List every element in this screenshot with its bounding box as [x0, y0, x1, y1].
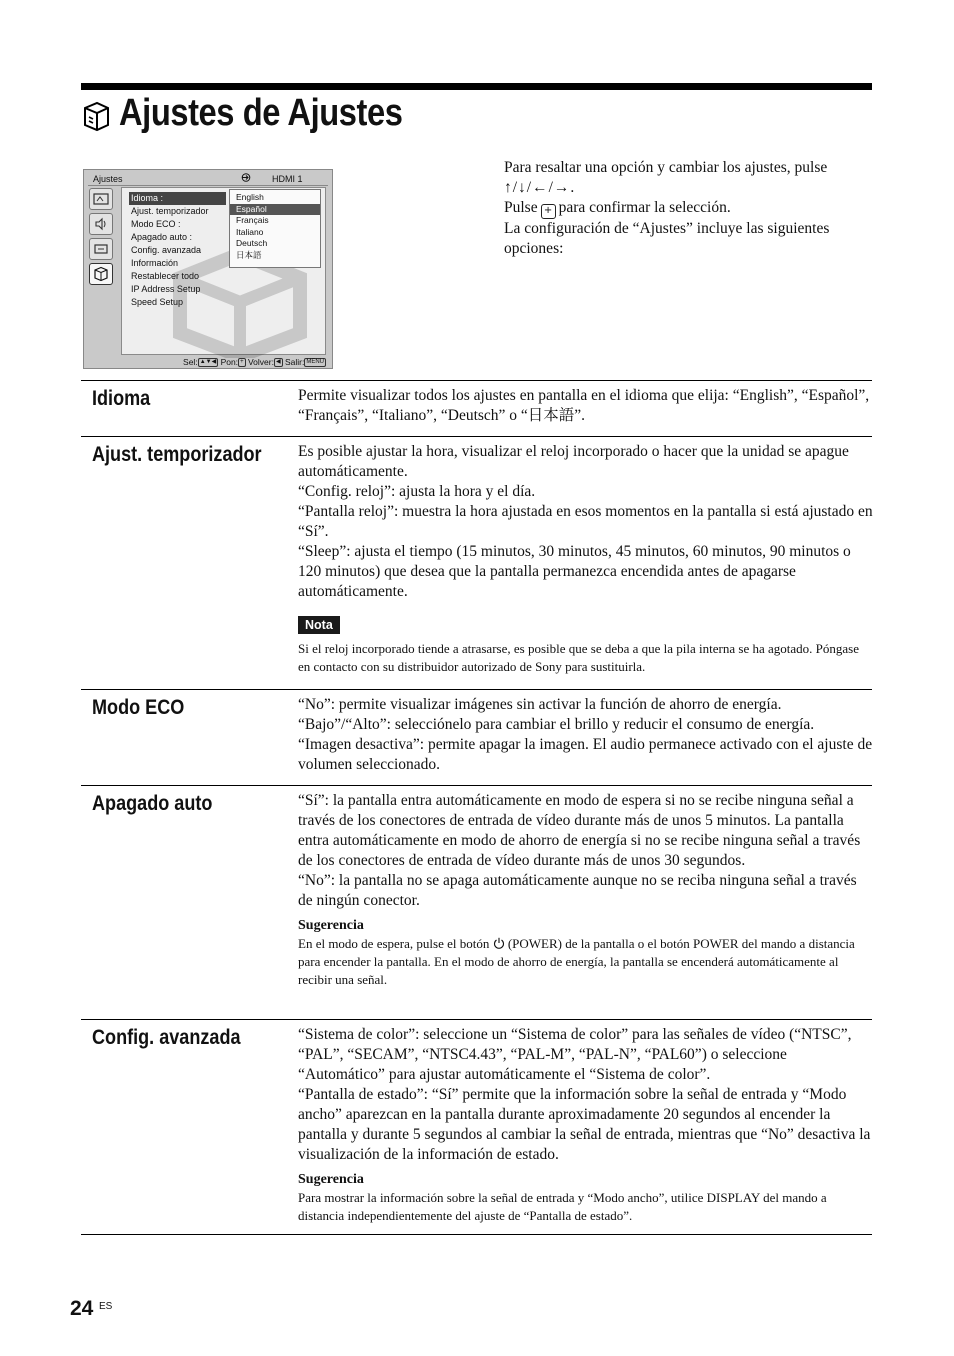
language-option[interactable]: Italiano	[236, 226, 264, 237]
osd-menu-item[interactable]: Información	[131, 258, 179, 268]
settings-tab-icon	[89, 263, 113, 285]
section-paragraph: “Sleep”: ajusta el tiempo (15 minutos, 30 minutos, 45 minutos, 60 minutos, 90 minutos o 120 minutos) que desea que la pantalla permanezca encendida antes de apagarse automáticamente.	[298, 543, 851, 600]
note-badge: Nota	[298, 616, 340, 634]
section-paragraph: “Bajo”/“Alto”: selecciónelo para cambiar el brillo y reducir el consumo de energía.	[298, 716, 815, 733]
menu-key-icon: MENU	[306, 359, 324, 366]
settings-toolbox-icon	[81, 100, 111, 132]
section-apagado-auto	[81, 785, 872, 1020]
osd-menu-item[interactable]: Speed Setup	[131, 297, 184, 307]
osd-footer-volver: Volver:	[247, 357, 274, 367]
section-label: Config. avanzada	[92, 1026, 241, 1049]
section-label: Modo ECO	[92, 696, 185, 719]
arrow-keys-icon: ▲▼◀	[199, 359, 217, 366]
page-number: 24	[70, 1297, 94, 1320]
section-idioma	[81, 380, 872, 437]
title-rule	[81, 83, 872, 90]
section-label: Apagado auto	[92, 792, 213, 815]
enter-button-icon: +	[541, 204, 556, 219]
sound-tab-icon	[89, 213, 113, 235]
osd-menu-list	[131, 192, 226, 309]
intro-pulse: Pulse	[504, 199, 538, 216]
osd-screenshot	[83, 169, 333, 369]
osd-header: Ajustes	[93, 174, 123, 184]
language-option[interactable]: Français	[236, 215, 269, 225]
section-paragraph: “Sistema de color”: seleccione un “Sistema de color” para las señales de vídeo (“NTSC”, “PAL”, “SECAM”, “NTSC4.43”, “PAL-M”, “PAL-N”, “PAL60”) o seleccione “Automático” para ajustar automáticamente el “Sistema de color”.	[298, 1026, 852, 1083]
section-paragraph: Permite visualizar todos los ajustes en pantalla en el idioma que elija: “English”, “Español”, “Français”, “Italiano”, “Deutsch” o “日本語”.	[298, 387, 870, 424]
tip-text-before: En el modo de espera, pulse el botón	[298, 936, 490, 951]
section-paragraph: “Pantalla de estado”: “Sí” permite que la información sobre la señal de entrada y “Modo ancho” aparezcan en la pantalla durante aproximadamente 20 segundos al encender la pantalla y durante 5 segundos al cambiar la señal de entrada, mientras que “No” desactiva la visualización de la información de estado.	[298, 1086, 871, 1163]
osd-menu-panel	[121, 187, 326, 355]
section-body	[298, 386, 873, 426]
section-body	[298, 1025, 873, 1225]
osd-tab-column	[89, 188, 117, 288]
osd-menu-item[interactable]: Modo ECO :	[131, 219, 181, 229]
section-label: Ajust. temporizador	[92, 443, 262, 466]
section-body	[298, 791, 873, 989]
osd-menu-item[interactable]: Restablecer todo	[131, 271, 200, 281]
osd-menu-item[interactable]: Apagado auto :	[131, 232, 193, 242]
screen-tab-icon	[89, 238, 113, 260]
section-paragraph: “Pantalla reloj”: muestra la hora ajustada en esos momentos en la pantalla si está ajustado en “Sí”.	[298, 503, 873, 540]
note-text: Si el reloj incorporado tiende a atrasarse, es posible que se deba a que la pila interna se ha agotado. Póngase en contacto con su distribuidor autorizado de Sony para sustituirla.	[298, 641, 859, 674]
language-option[interactable]: Deutsch	[236, 238, 268, 248]
language-option[interactable]: Español	[230, 204, 320, 216]
section-paragraph: “Config. reloj”: ajusta la hora y el día.	[298, 483, 536, 500]
enter-key-icon: +	[240, 359, 244, 366]
osd-footer-salir: Salir:	[284, 357, 305, 367]
section-label: Idioma	[92, 387, 151, 410]
power-icon	[493, 937, 505, 949]
section-paragraph: “Imagen desactiva”: permite apagar la imagen. El audio permanece activado con el ajuste de volumen seleccionado.	[298, 736, 873, 773]
section-paragraph: Es posible ajustar la hora, visualizar el reloj incorporado o hacer que la unidad se apague automáticamente.	[298, 443, 849, 480]
section-paragraph: “Sí”: la pantalla entra automáticamente en modo de espera si no se recibe ninguna señal a través de los conectores de entrada de vídeo durante más de unos 5 minutos. La pantalla entra automáticamente en modo de ahorro de energía si no se recibe ninguna señal a través de los conectores de entrada de vídeo durante más de unos 30 segundos.	[298, 792, 861, 869]
language-submenu	[229, 189, 321, 268]
picture-tab-icon	[89, 188, 113, 210]
osd-footer-pon: Pon:	[220, 357, 239, 367]
osd-footer-sel: Sel:	[183, 357, 198, 367]
intro-confirm: para confirmar la selección.	[558, 199, 731, 216]
page-language-code: ES	[99, 1301, 113, 1312]
osd-divider	[88, 185, 328, 186]
intro-text	[504, 158, 874, 259]
section-paragraph: “No”: la pantalla no se apaga automáticamente aunque no se reciba ninguna señal a través de ningún conector.	[298, 872, 857, 909]
osd-footer	[121, 357, 326, 367]
osd-menu-item[interactable]: Idioma :	[129, 192, 226, 205]
table-bottom-rule	[81, 1234, 872, 1235]
tip-text-after: (POWER) de la pantalla o el botón POWER del mando a distancia para encender la pantalla. En el modo de ahorro de energía, la pantalla se encenderá automáticamente al recibir una señal.	[298, 936, 855, 987]
osd-menu-item[interactable]: IP Address Setup	[131, 284, 201, 294]
osd-input-label: HDMI 1	[272, 174, 303, 184]
section-body	[298, 695, 873, 775]
osd-menu-item[interactable]: Ajust. temporizador	[131, 206, 209, 216]
tip-title: Sugerencia	[298, 918, 364, 933]
language-option[interactable]: 日本語	[236, 249, 262, 260]
tip-title: Sugerencia	[298, 1172, 364, 1187]
tip-text	[298, 935, 873, 989]
intro-line: La configuración de “Ajustes” incluye las siguientes opciones:	[504, 220, 830, 257]
page-title: Ajustes de Ajustes	[119, 92, 403, 134]
section-body	[298, 442, 873, 676]
arrow-keys-text: ↑/↓/←/→.	[504, 179, 576, 196]
back-key-icon: ◀	[275, 359, 281, 366]
page-heading	[81, 92, 449, 135]
section-ajust-temporizador	[81, 436, 872, 690]
input-icon	[240, 173, 252, 182]
intro-line: Para resaltar una opción y cambiar los ajustes, pulse	[504, 159, 828, 176]
section-config-avanzada	[81, 1019, 872, 1235]
language-option[interactable]: English	[236, 192, 264, 202]
section-paragraph: “No”: permite visualizar imágenes sin activar la función de ahorro de energía.	[298, 696, 782, 713]
osd-menu-item[interactable]: Config. avanzada	[131, 245, 202, 255]
tip-text: Para mostrar la información sobre la señal de entrada y “Modo ancho”, utilice DISPLAY del mando a distancia independientemente del ajuste de “Pantalla de estado”.	[298, 1190, 827, 1223]
section-modo-eco	[81, 689, 872, 786]
